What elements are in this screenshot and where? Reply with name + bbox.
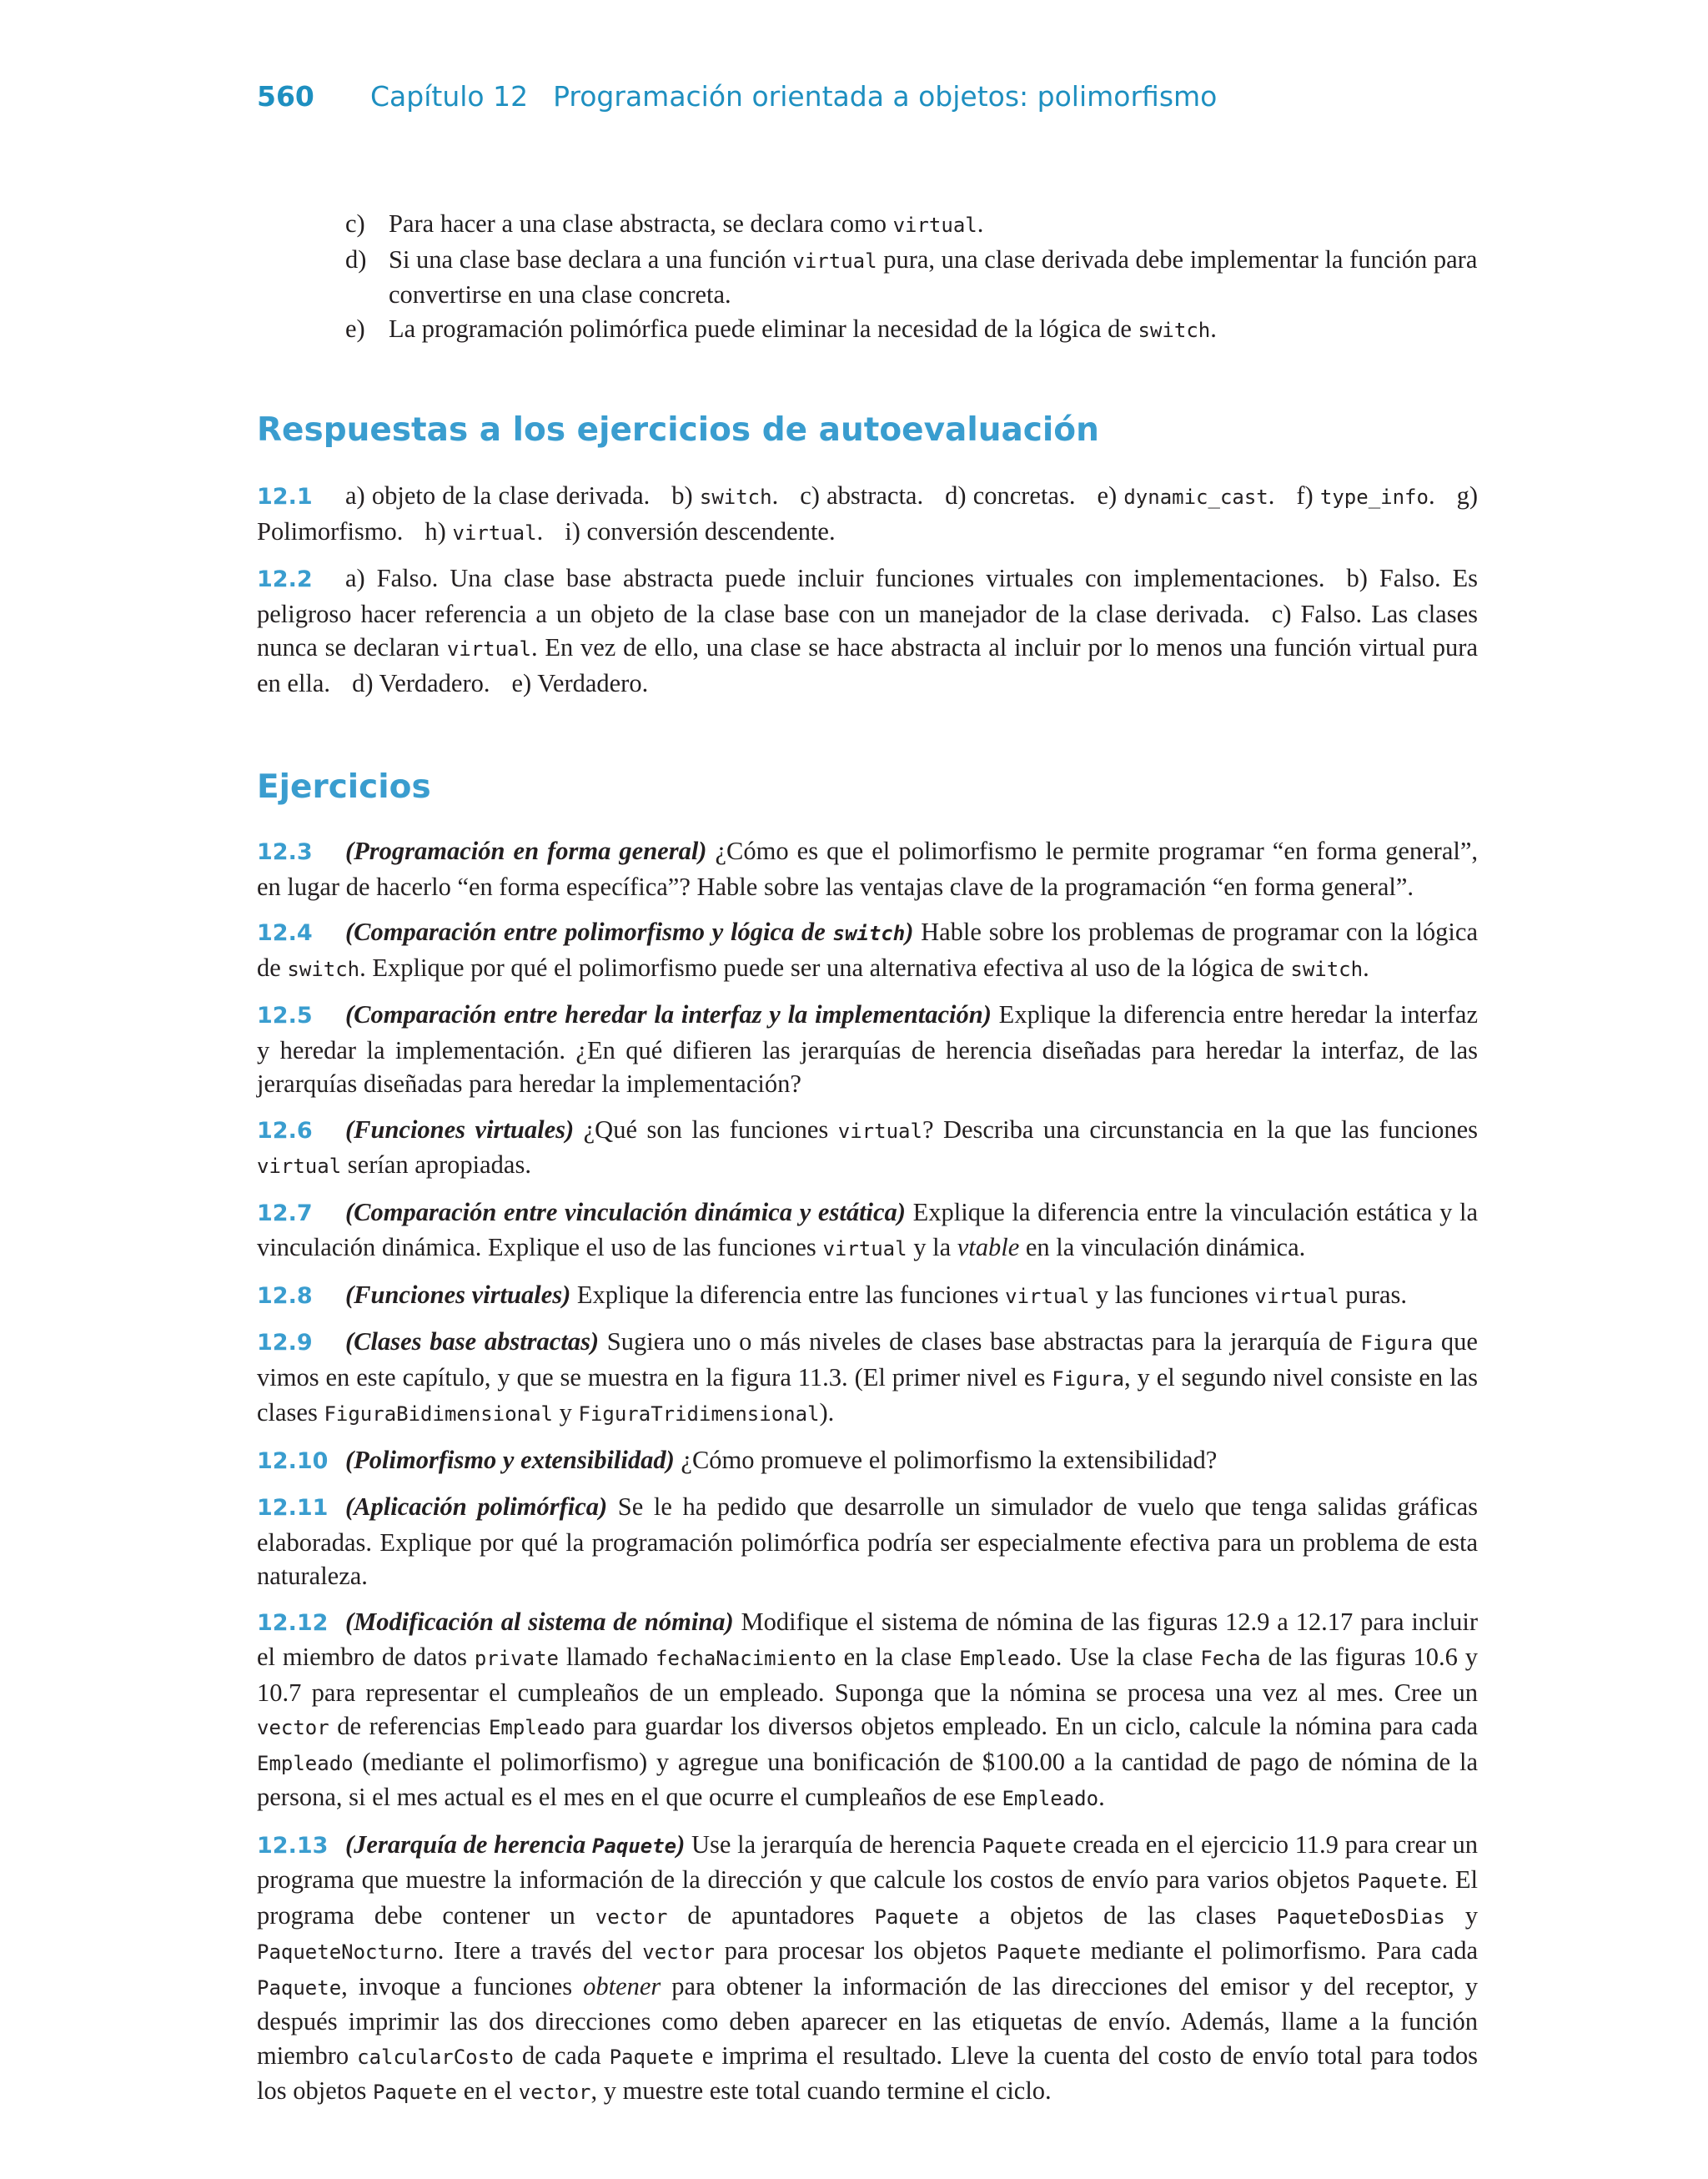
exercise-12-9: 12.9 (Clases base abstractas) Sugiera uno o más niveles de clases base abstractas para la jerarquía de Figura que vimos en este capítulo, y que se muestra en la figura 11.3. (El primer nivel es Figura, y el segundo nivel consiste en las clases FiguraBidimensional y FiguraTridimensional).: [257, 1327, 1478, 1427]
exercise-12-4: 12.4 (Comparación entre polimorfismo y lógica de switch) Hable sobre los problemas de programar con la lógica de switch. Explique por qué el polimorfismo puede ser una alternativa efectiva al uso de la lógica de switch.: [257, 918, 1478, 982]
exercises-section: [257, 834, 1478, 2121]
chapter-title: Programación orientada a objetos: polimorfismo: [553, 80, 1218, 113]
exercise-12-7: 12.7 (Comparación entre vinculación dinámica y estática) Explique la diferencia entre la vinculación estática y la vinculación dinámica. Explique el uso de las funciones virtual y la vtable en la vinculación dinámica.: [257, 1197, 1478, 1261]
exercise-12-6: 12.6 (Funciones virtuales) ¿Qué son las funciones virtual? Describa una circunstancia en la que las funciones virtual serían apropiadas.: [257, 1115, 1478, 1179]
answers-heading: Respuestas a los ejercicios de autoevaluación: [257, 411, 1099, 449]
exercise-12-8: 12.8 (Funciones virtuales) Explique la diferencia entre las funciones virtual y las funciones virtual puras.: [257, 1280, 1407, 1309]
answer-12-2: 12.2 a) Falso. Una clase base abstracta puede incluir funciones virtuales con implementaciones. b) Falso. Es peligroso hacer referencia a un objeto de la clase base con un manejador de la clase derivada. c) Falso. Las clases nunca se declaran virtual. En vez de ello, una clase se hace abstracta al incluir por lo menos una función virtual pura en ella. d) Verdadero. e) Verdadero.: [257, 564, 1478, 697]
list-item: c) Para hacer a una clase abstracta, se declara como virtual.: [345, 209, 984, 238]
exercises-heading: Ejercicios: [257, 768, 431, 806]
exercise-12-10: 12.10 (Polimorfismo y extensibilidad) ¿Cómo promueve el polimorfismo la extensibilidad?: [257, 1445, 1218, 1474]
exercise-12-12: 12.12 (Modificación al sistema de nómina) Modifique el sistema de nómina de las figuras 12.9 a 12.17 para incluir el miembro de datos private llamado fechaNacimiento en la clase Empleado. Use la clase Fecha de las figuras 10.6 y 10.7 para representar el cumpleaños de un empleado. Suponga que la nómina se procesa una vez al mes. Cree un vector de referencias Empleado para guardar los diversos objetos empleado. En un ciclo, calcule la nómina para cada Empleado (mediante el polimorfismo) y agregue una bonificación de $100.00 a la cantidad de pago de nómina de la persona, si el mes actual es el mes en el que ocurre el cumpleaños de ese Empleado.: [257, 1607, 1479, 1811]
exercise-12-11: 12.11 (Aplicación polimórfica) Se le ha pedido que desarrolle un simulador de vuelo que tenga salidas gráficas elaboradas. Explique por qué la programación polimórfica podría ser especialmente efectiva para un problema de esta naturaleza.: [257, 1492, 1478, 1590]
answer-12-1: 12.1 a) objeto de la clase derivada. b) switch. c) abstracta. d) concretas. e) dynamic_cast. f) type_info. g) Polimorfismo. h) virtual. i) conversión descendente.: [257, 481, 1478, 546]
chapter-label: Capítulo 12: [370, 80, 529, 113]
list-item: e) La programación polimórfica puede eliminar la necesidad de la lógica de switch.: [345, 314, 1217, 343]
page-number: 560: [257, 80, 314, 113]
exercise-12-3: 12.3 (Programación en forma general) ¿Cómo es que el polimorfismo le permite programar “en forma general”, en lugar de hacerlo “en forma específica”? Hable sobre las ventajas clave de la programación “en forma general”.: [257, 837, 1478, 901]
running-head: [257, 80, 1217, 122]
true-false-list: [345, 207, 1478, 347]
answers-section: [257, 479, 1478, 712]
exercise-12-5: 12.5 (Comparación entre heredar la interfaz y la implementación) Explique la diferencia entre heredar la interfaz y heredar la implementación. ¿En qué difieren las jerarquías de herencia diseñadas para heredar la interfaz, de las jerarquías diseñadas para heredar la implementación?: [257, 1000, 1478, 1098]
exercise-12-13: 12.13 (Jerarquía de herencia Paquete) Use la jerarquía de herencia Paquete creada en el ejercicio 11.9 para crear un programa que muestre la información de la dirección y que calcule los costos de envío para varios objetos Paquete. El programa debe contener un vector de apuntadores Paquete a objetos de las clases PaqueteDosDias y PaqueteNocturno. Itere a través del vector para procesar los objetos Paquete mediante el polimorfismo. Para cada Paquete, invoque a funciones obtener para obtener la información de las direcciones del emisor y del receptor, y después imprimir las dos direcciones como deben aparecer en las etiquetas de envío. Además, llame a la función miembro calcularCosto de cada Paquete e imprima el resultado. Lleve la cuenta del costo de envío total para todos los objetos Paquete en el vector, y muestre este total cuando termine el ciclo.: [257, 1829, 1479, 2105]
list-item: d) Si una clase base declara a una función virtual pura, una clase derivada debe implementar la función para convertirse en una clase concreta.: [345, 244, 1478, 309]
